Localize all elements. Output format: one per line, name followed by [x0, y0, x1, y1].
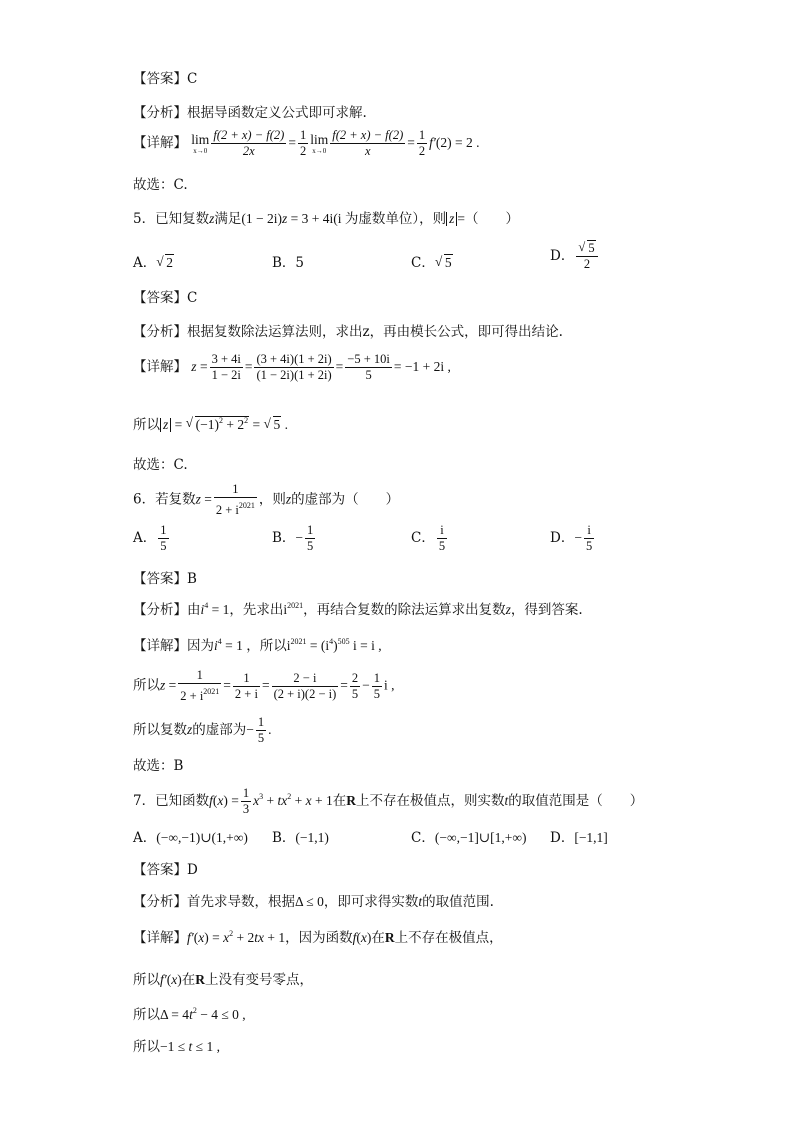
choose-line: 故选：C. [133, 177, 188, 193]
math-fraction: $\frac{f(2 + x) - f(2)}{2x}$ [213, 128, 285, 158]
choose-line: 故选：C. [133, 457, 188, 473]
option-d: D． √ $\frac{5}{2}$ [550, 241, 600, 272]
detail-line: 所以f′(x)在R上没有变号零点， [133, 972, 313, 988]
question-5: 5．已知复数z满足(1 − 2i)z = 3 + 4i(i 为虚数单位），则 z =（ ） [133, 211, 519, 227]
question-text: （ ） [464, 211, 519, 227]
detail-text: 所以 [133, 417, 160, 433]
option-c: C． $\frac{i}{5}$ [411, 523, 446, 553]
option-d: D．− $\frac{i}{5}$ [550, 523, 593, 553]
question-7: 7．已知函数f(x) = $\frac{1}{3}$ $x^3 + tx^2 + x + 1$在R上不存在极值点，则实数t的取值范围是（ ） [133, 786, 644, 816]
question-text: ，则 [258, 491, 286, 508]
detail-line: 所以z = $\frac{1}{2 + i^{2021}}$ = $\frac{1}{2 + i}$ = $\frac{2 - i}{(2 + i)(2 - i)}$ = $\frac{2}{5}$ − $\frac{1}{5}$ i , [133, 668, 395, 703]
math-limit: lim x→0 [310, 131, 329, 155]
detail-line: 【详解】$f'(x) = x^2 + 2tx + 1$，因为函数f(x)在R上不存在极值点， [133, 929, 503, 946]
option-c: C．(−∞,−1]∪[1,+∞) [411, 830, 527, 846]
detail-line: 所以复数z的虚部为− $\frac{1}{5}$ . [133, 715, 272, 745]
answer-line: 【答案】D [133, 862, 198, 878]
option-a: A．√ 2 [133, 251, 174, 271]
detail-line: 所以$\Delta = 4t^2 - 4 \le 0$ , [133, 1006, 246, 1023]
detail-line: 所以 z = √ $(-1)^2 + 2^2$ = √ 5 . [133, 413, 288, 433]
answer-line: 【答案】B [133, 571, 197, 587]
option-b: B．5 [272, 255, 305, 271]
math-fraction: $\frac{1}{2}$ [418, 128, 426, 158]
answer-line: 【答案】C [133, 290, 198, 306]
detail-line: 【详解】 lim x→0 $\frac{f(2 + x) - f(2)}{2x}$ = $\frac{1}{2}$ lim x→0 $\frac{f(2 + x) - f(2)}{x}$ = $\frac{1}{2}$ f′(2) = 2 . [133, 128, 480, 158]
detail-line: 所以−1 ≤ t ≤ 1 , [133, 1039, 220, 1055]
analysis-line: 【分析】由$i^4 = 1$，先求出$i^{2021}$，再结合复数的除法运算求出复数z，得到答案. [133, 601, 583, 618]
math-fraction: $\frac{f(2 + x) - f(2)}{x}$ [332, 128, 404, 158]
question-text: 为虚数单位），则 [344, 211, 447, 227]
analysis-line: 【分析】根据导函数定义公式即可求解. [133, 105, 367, 121]
question-text: 的虚部为（ ） [291, 491, 400, 508]
math-limit: lim x→0 [191, 131, 210, 155]
analysis-line: 【分析】首先求导数，根据Δ ≤ 0，即可求得实数t的取值范围. [133, 894, 494, 910]
result-text: = 2 . [454, 135, 480, 150]
question-text: 5．已知复数 [133, 211, 210, 227]
option-b: B．(−1,1) [272, 830, 329, 846]
option-a: A． $\frac{1}{5}$ [133, 523, 167, 553]
detail-line: 【详解】因为$i^4 = 1$ ，所以$i^{2021} = (i^4)^{505}$ i = i , [133, 637, 382, 654]
option-d: D．[−1,1] [550, 830, 608, 846]
analysis-line: 【分析】根据复数除法运算法则，求出z，再由模长公式，即可得出结论. [133, 324, 563, 340]
detail-label: 【详解】 [133, 359, 187, 375]
option-b: B．− $\frac{1}{5}$ [272, 523, 314, 553]
option-a: A．(−∞,−1)∪(1,+∞) [133, 830, 248, 846]
detail-label: 【详解】 [133, 135, 187, 151]
question-text: 6．若复数 [133, 491, 196, 508]
math-fraction: $\frac{1}{2}$ [299, 128, 307, 158]
question-text: 满足 [214, 211, 242, 227]
answer-line: 【答案】C [133, 71, 198, 87]
choose-line: 故选：B [133, 758, 184, 774]
option-c: C．√ 5 [411, 251, 453, 271]
detail-line: 【详解】 z = $\frac{3 + 4i}{1 - 2i}$ = $\frac{(3 + 4i)(1 + 2i)}{(1 - 2i)(1 + 2i)}$ = $\frac{-5 + 10i}{5}$ = −1 + 2i , [133, 352, 451, 382]
question-6: 6．若复数z = $\frac{1}{2 + i^{2021}}$ ，则z的虚部为（ ） [133, 482, 400, 517]
